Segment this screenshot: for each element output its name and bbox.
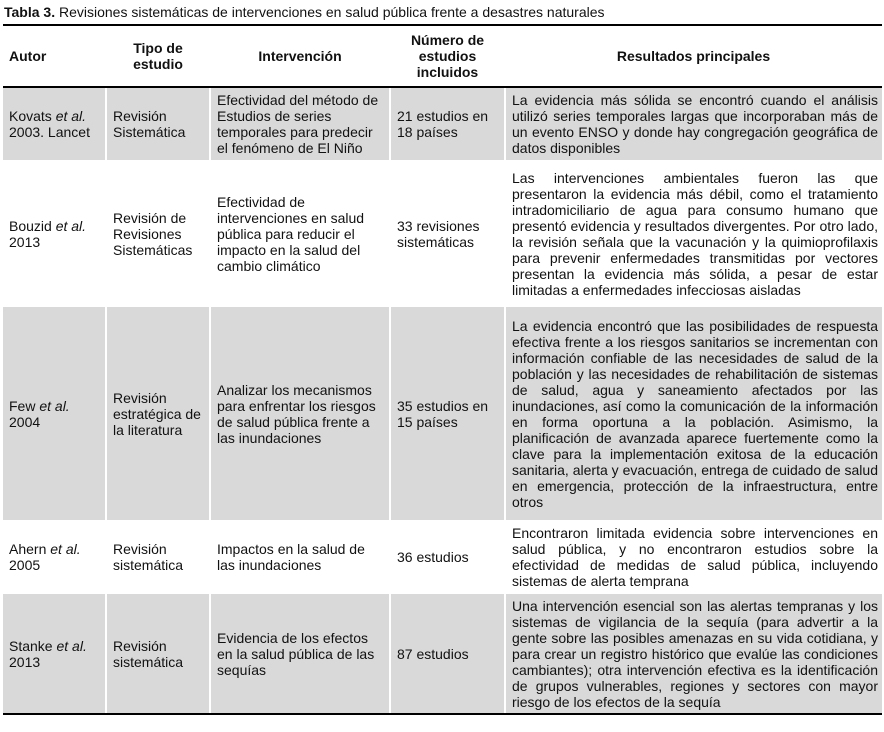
author-name: Few <box>9 397 40 414</box>
author-name: Ahern <box>9 541 51 557</box>
header-tipo: Tipo de estudio <box>106 25 210 87</box>
cell-intervencion: Analizar los mecanismos para enfrentar los riesgos de salud pública frente a las inundaciones <box>210 307 390 520</box>
author-rest: 2003. Lancet <box>9 124 90 140</box>
author-etal: et al. <box>50 541 81 557</box>
cell-numero: 35 estudios en 15 países <box>390 307 505 520</box>
cell-numero: 33 revisiones sistemáticas <box>390 160 505 307</box>
author-etal: et al. <box>56 637 87 654</box>
cell-tipo: Revisión sistemática <box>106 594 210 714</box>
table-row <box>3 307 882 520</box>
header-autor: Autor <box>3 25 106 87</box>
author-rest: 2005 <box>9 557 41 573</box>
table-caption <box>4 3 605 21</box>
author-etal: et al. <box>55 108 87 124</box>
cell-intervencion: Impactos en la salud de las inundaciones <box>210 520 390 594</box>
header-numero: Número de estudios incluidos <box>390 25 505 87</box>
author-rest: 2013 <box>9 653 41 670</box>
table-row <box>3 520 882 594</box>
cell-resultados: Una intervención esencial son las alertas tempranas y los sistemas de vigilancia de la sequía (para advertir a la gente sobre las posibles amenazas en su vida cotidiana, y para crear un registro histórico que evalúe las condiciones cambiantes); otra intervención efectiva es la identificación de grupos vulnerables, regiones y sectores con mayor riesgo de los efectos de la sequía <box>505 594 882 714</box>
author-rest: 2004 <box>9 413 41 430</box>
table-row <box>3 87 882 160</box>
cell-autor <box>3 160 106 307</box>
cell-tipo: Revisión sistemática <box>106 520 210 594</box>
cell-autor <box>3 87 106 160</box>
cell-intervencion: Efectividad de intervenciones en salud pública para reducir el impacto en la salud del cambio climático <box>210 160 390 307</box>
cell-intervencion: Evidencia de los efectos en la salud pública de las sequías <box>210 594 390 714</box>
table-row <box>3 160 882 307</box>
header-resultados: Resultados principales <box>505 25 882 87</box>
header-row <box>3 25 882 87</box>
cell-resultados: La evidencia encontró que las posibilidades de respuesta efectiva frente a los riesgos sanitarios se incrementan con información confiable de las necesidades de salud de la población y las necesidades de rehabilitación de sistemas de salud, agua y saneamiento afectados por las inundaciones, así como la comunicación de la información en forma oportuna a la población. Asimismo, la planificación de avanzada aparece fuertemente como la clave para la implementación exitosa de la educación sanitaria, alerta y evacuación, entrega de cuidado de salud en emergencia, protección de la infraestructura, entre otros <box>505 307 882 520</box>
cell-autor <box>3 594 106 714</box>
cell-tipo: Revisión Sistemática <box>106 87 210 160</box>
cell-numero: 21 estudios en 18 países <box>390 87 505 160</box>
header-intervencion: Intervención <box>210 25 390 87</box>
caption-text: Revisiones sistemáticas de intervenciones en salud pública frente a desastres naturales <box>55 4 605 20</box>
cell-autor <box>3 520 106 594</box>
cell-numero: 36 estudios <box>390 520 505 594</box>
cell-resultados: Encontraron limitada evidencia sobre intervenciones en salud pública, y no encontraron estudios sobre la efectividad de medidas de salud pública, incluyendo sistemas de alerta temprana <box>505 520 882 594</box>
author-name: Bouzid <box>9 217 56 234</box>
caption-label: Tabla 3. <box>4 4 56 20</box>
cell-numero: 87 estudios <box>390 594 505 714</box>
author-name: Kovats <box>9 108 56 124</box>
author-rest: 2013 <box>9 233 41 250</box>
cell-autor <box>3 307 106 520</box>
author-name: Stanke <box>9 637 57 654</box>
cell-tipo: Revisión de Revisiones Sistemáticas <box>106 160 210 307</box>
systematic-reviews-table <box>3 24 882 715</box>
cell-intervencion: Efectividad del método de Estudios de series temporales para predecir el fenómeno de El Niño <box>210 87 390 160</box>
author-etal: et al. <box>55 217 87 234</box>
cell-tipo: Revisión estratégica de la literatura <box>106 307 210 520</box>
table-row <box>3 594 882 714</box>
cell-resultados: La evidencia más sólida se encontró cuando el análisis utilizó series temporales largas que incorporaban más de un evento ENSO y donde hay congregación geográfica de datos disponibles <box>505 87 882 160</box>
cell-resultados: Las intervenciones ambientales fueron las que presentaron la evidencia más débil, como el tratamiento intradomiciliario de agua para consumo humano que presentó evidencia y resultados divergentes. Por otro lado, la revisión señala que la vacunación y la quimioprofilaxis para prevenir enfermedades transmitidas por vectores presentan la evidencia más sólida, a pesar de estar limitadas a enfermedades infecciosas aisladas <box>505 160 882 307</box>
author-etal: et al. <box>39 397 70 414</box>
